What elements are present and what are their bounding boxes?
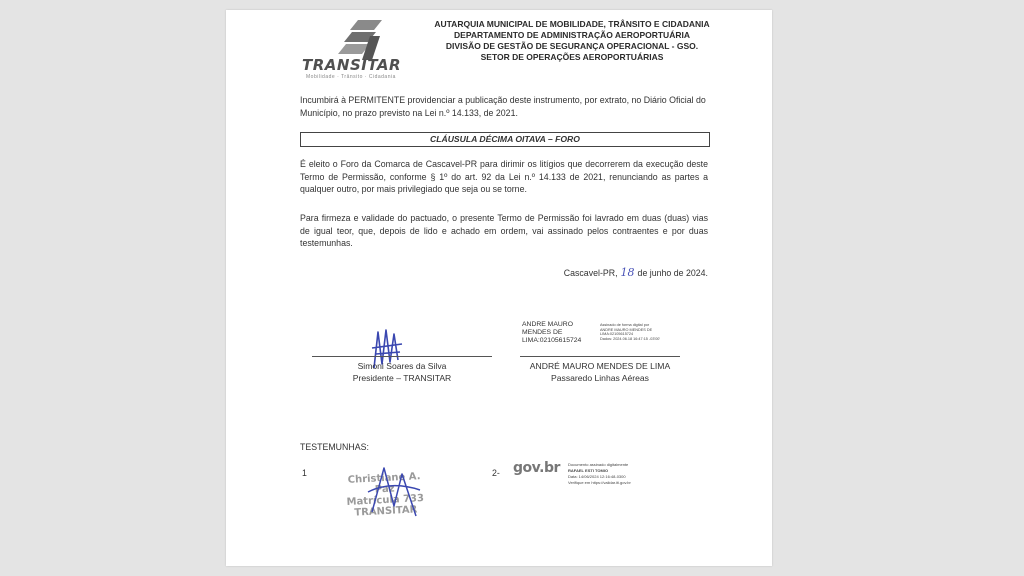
header-line: SETOR DE OPERAÇÕES AEROPORTUÁRIAS (480, 52, 664, 62)
signature-line-right (520, 356, 680, 357)
digital-detail-line: LIMA:02105615724 (600, 332, 634, 337)
clause-title: CLÁUSULA DÉCIMA OITAVA – FORO (300, 132, 710, 147)
witness-number-1: 1 (302, 468, 307, 478)
govbr-line: Documento assinado digitalmente (568, 462, 629, 467)
stamp-line: TRANSITAR (354, 504, 418, 519)
paragraph-publication: Incumbirá à PERMITENTE providenciar a publicação deste instrumento, por extrato, no Diário Oficial do Município, no prazo previsto na Lei n.º 14.133, de 2021. (300, 95, 706, 118)
witnesses-label: TESTEMUNHAS: (300, 442, 369, 452)
digital-name-line: LIMA:02105615724 (522, 337, 582, 345)
witness-signature-icon (364, 462, 424, 522)
govbr-line: Verifique em https://validar.iti.gov.br (568, 480, 631, 485)
signature-left (312, 360, 492, 384)
document-page (226, 10, 772, 566)
stamp-line: Matrícula 733 (346, 492, 425, 509)
date-prefix: Cascavel-PR, (563, 268, 618, 278)
govbr-line: Data: 14/06/2024 12:16:48-0300 (568, 474, 626, 479)
signer-role: Presidente – TRANSITAR (352, 373, 452, 383)
header-line: DEPARTAMENTO DE ADMINISTRAÇÃO AEROPORTUÁRIA (454, 30, 690, 40)
signature-right (510, 360, 690, 384)
brand-name: TRANSITAR (302, 56, 402, 74)
digital-signature-details (600, 323, 660, 341)
digital-detail-line: ANDRE MAURO MENDES DE (600, 327, 653, 332)
date-suffix: de junho de 2024. (637, 268, 708, 278)
witness-number-2: 2- (492, 468, 500, 478)
digital-detail-line: Assinado de forma digital por (600, 323, 650, 327)
digital-name-line: MENDES DE (522, 329, 563, 337)
digital-name-line: ANDRE MAURO (522, 321, 573, 328)
brand-tagline: Mobilidade · Trânsito · Cidadania (306, 74, 396, 80)
govbr-signature-details (568, 462, 631, 486)
paragraph-validity: Para firmeza e validade do pactuado, o presente Termo de Permissão foi lavrado em duas (duas) vias de igual teor, que, depois de lido e achado em ordem, vai assinado pelos contraentes e por duas testemunhas. (300, 213, 708, 249)
document-header (422, 19, 722, 63)
govbr-line: RAFAEL ESTI TOMIO (568, 468, 609, 473)
digital-detail-line: Dados: 2024.06.18 16:47:15 -03'00' (600, 336, 661, 341)
digital-signature-name (522, 321, 581, 346)
header-line: AUTARQUIA MUNICIPAL DE MOBILIDADE, TRÂNSITO E CIDADANIA (434, 19, 710, 29)
signer-name: ANDRÉ MAURO MENDES DE LIMA (529, 361, 671, 371)
govbr-logo: gov.br (513, 460, 560, 476)
paragraph-forum: É eleito o Foro da Comarca de Cascavel-PR para dirimir os litígios que decorrerem da execução deste Termo de Permissão, conforme § 1º do art. 92 da Lei n.º 14.133 de 2021, renunciando as partes a qualquer outro, por mais privilegiado que seja ou se torne. (300, 159, 708, 195)
signature-line-left (312, 356, 492, 357)
signer-role: Passaredo Linhas Aéreas (551, 373, 649, 383)
stamp-line: Christiane A. Paz (347, 471, 421, 496)
date-line (564, 266, 708, 279)
signer-name: Simoni Soares da Silva (357, 361, 447, 371)
date-day-handwritten: 18 (620, 266, 635, 279)
header-line: DIVISÃO DE GESTÃO DE SEGURANÇA OPERACIONAL - GSO. (445, 41, 699, 51)
